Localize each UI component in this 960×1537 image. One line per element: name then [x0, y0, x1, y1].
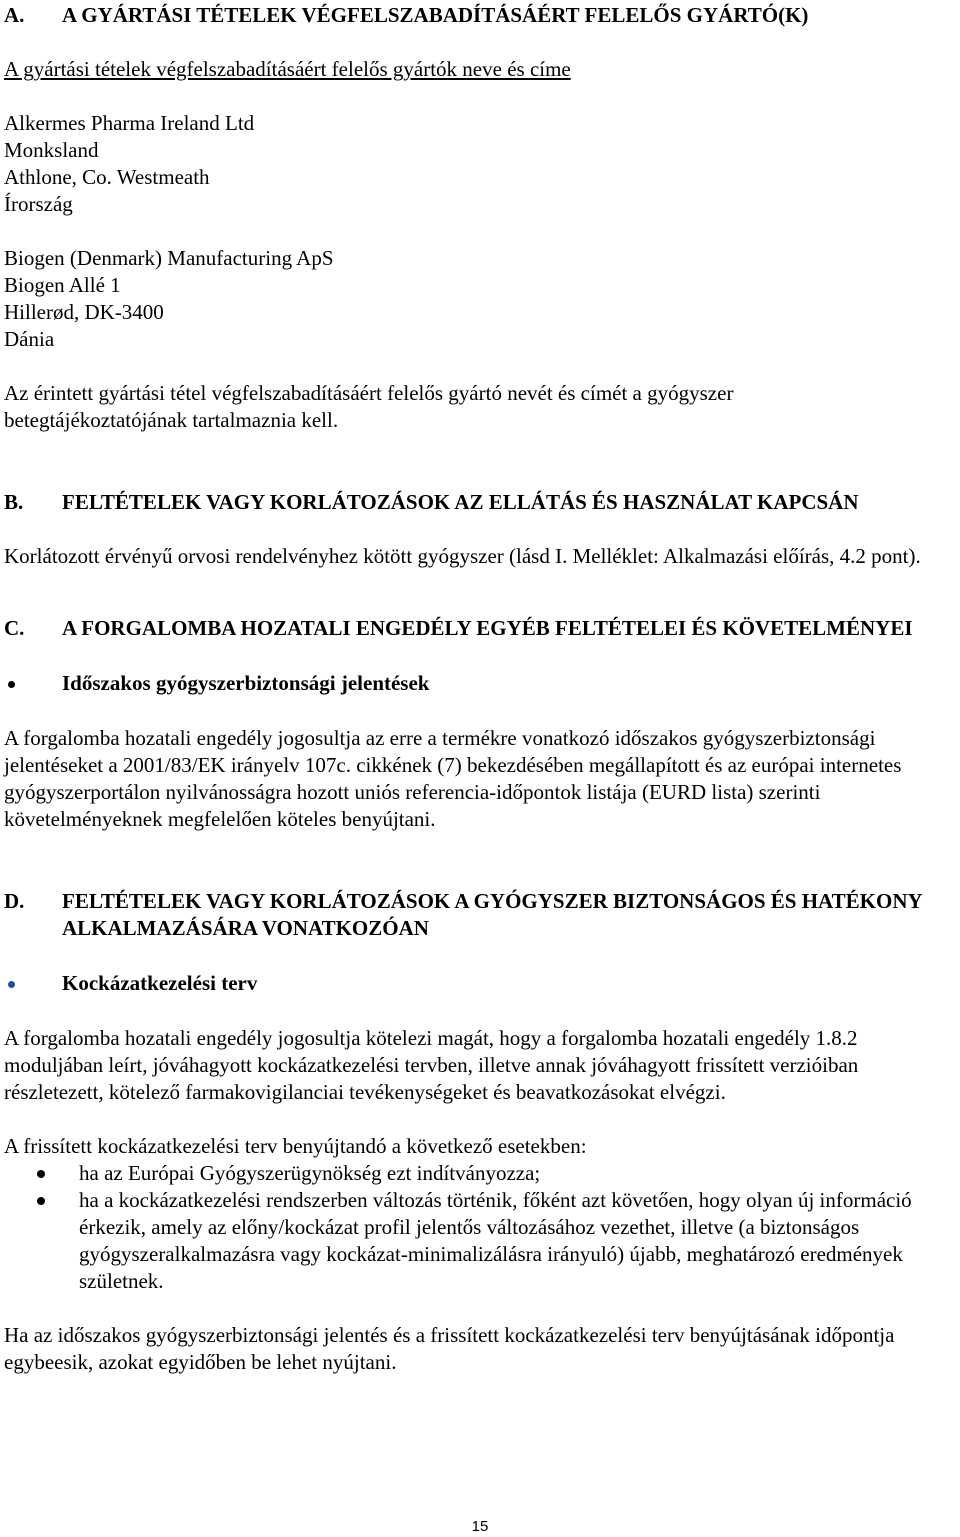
section-b-heading	[4, 489, 956, 516]
manufacturer-1-street: Monksland	[4, 138, 99, 162]
section-c-title: A FORGALOMBA HOZATALI ENGEDÉLY EGYÉB FELTÉTELEI ÉS KÖVETELMÉNYEI	[62, 616, 913, 640]
section-c-bullet-title: Időszakos gyógyszerbiztonsági jelentések	[62, 671, 430, 695]
section-d-text-3: Ha az időszakos gyógyszerbiztonsági jelentés és a frissített kockázatkezelési terv benyújtásának időpontja egybeesik, azokat egyidőben be lehet nyújtani.	[4, 1323, 895, 1374]
section-d-title: FELTÉTELEK VAGY KORLÁTOZÁSOK A GYÓGYSZER BIZTONSÁGOS ÉS HATÉKONY ALKALMAZÁSÁRA VONATKOZÓAN	[62, 889, 922, 940]
section-c-bullet-heading	[4, 670, 956, 697]
page-number: 15	[471, 1518, 489, 1535]
list-item: ha az Európai Gyógyszerügynökség ezt indítványozza;	[4, 1160, 956, 1187]
section-c-heading	[4, 615, 956, 642]
section-c-text: A forgalomba hozatali engedély jogosultja az erre a termékre vonatkozó időszakos gyógyszerbiztonsági jelentéseket a 2001/83/EK irányelv 107c. cikkének (7) bekezdésében megállapított és az európai internetes gyógyszerportálon nyilvánosságra hozott uniós referencia-időpontok listája (EURD lista) szerinti követelményeknek megfelelően köteles benyújtani.	[4, 726, 902, 831]
section-a-subheading: A gyártási tételek végfelszabadításáért felelős gyártók neve és címe	[4, 57, 571, 81]
section-d-text-1: A forgalomba hozatali engedély jogosultja kötelezi magát, hogy a forgalomba hozatali engedély 1.8.2 moduljában leírt, jóváhagyott kockázatkezelési tervben, illetve annak jóváhagyott frissített verzióiban részletezett, kötelező farmakovigilanciai tevékenységeket és beavatkozásokat elvégzi.	[4, 1026, 859, 1104]
section-d-heading	[4, 888, 956, 942]
manufacturer-2-address	[4, 245, 956, 353]
manufacturer-1-name: Alkermes Pharma Ireland Ltd	[4, 111, 255, 135]
section-b-title: FELTÉTELEK VAGY KORLÁTOZÁSOK AZ ELLÁTÁS ÉS HASZNÁLAT KAPCSÁN	[62, 490, 859, 514]
manufacturer-2-country: Dánia	[4, 327, 55, 351]
section-b-letter: B.	[4, 490, 24, 514]
manufacturer-1-country: Írország	[4, 192, 73, 216]
section-d-bullet-title: Kockázatkezelési terv	[62, 971, 258, 995]
bullet-icon	[4, 670, 62, 697]
section-d-list	[4, 1160, 956, 1295]
section-a-letter: A.	[4, 3, 25, 27]
manufacturer-1-address	[4, 110, 956, 218]
section-a-title: A GYÁRTÁSI TÉTELEK VÉGFELSZABADÍTÁSÁÉRT FELELŐS GYÁRTÓ(K)	[62, 3, 809, 27]
manufacturer-2-name: Biogen (Denmark) Manufacturing ApS	[4, 246, 334, 270]
section-d-bullet-heading	[4, 970, 956, 997]
bullet-icon	[4, 970, 62, 997]
section-d-letter: D.	[4, 889, 25, 913]
section-a-heading	[4, 2, 956, 29]
manufacturer-2-street: Biogen Allé 1	[4, 273, 121, 297]
section-a-note: Az érintett gyártási tétel végfelszabadításáért felelős gyártó nevét és címét a gyógyszer betegtájékoztatójának tartalmaznia kell.	[4, 381, 734, 432]
document-page	[4, 2, 956, 1376]
list-item: ha a kockázatkezelési rendszerben változás történik, főként azt követően, hogy olyan új információ érkezik, amely az előny/kockázat profil jelentős változásához vezethet, illetve (a biztonságos gyógyszeralkalmazásra vagy kockázat-minimalizálásra irányuló) újabb, meghatározó eredmények születnek.	[4, 1187, 956, 1295]
manufacturer-1-city: Athlone, Co. Westmeath	[4, 165, 210, 189]
section-d-text-2: A frissített kockázatkezelési terv benyújtandó a következő esetekben:	[4, 1134, 587, 1158]
manufacturer-2-city: Hillerød, DK-3400	[4, 300, 164, 324]
section-b-text: Korlátozott érvényű orvosi rendelvényhez kötött gyógyszer (lásd I. Melléklet: Alkalmazási előírás, 4.2 pont).	[4, 544, 921, 568]
section-c-letter: C.	[4, 616, 25, 640]
